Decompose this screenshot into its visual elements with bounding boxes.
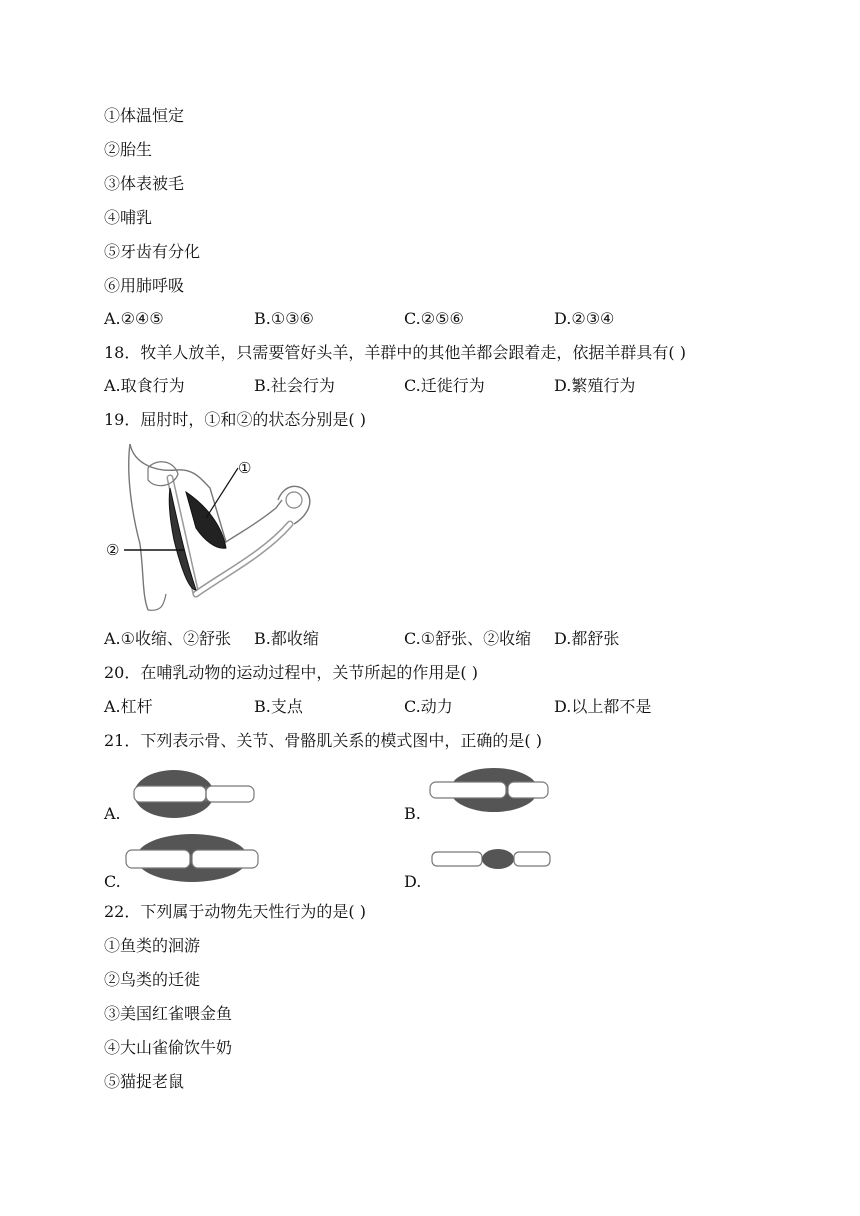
list-item: ⑤猫捉老鼠 <box>104 1072 185 1091</box>
q19-option-a: A.①收缩、②舒张 <box>104 629 231 648</box>
q17-option-a: A.②④⑤ <box>104 309 164 328</box>
q21-option-d: D. <box>404 872 422 891</box>
q20-option-a: A.杠杆 <box>104 697 153 716</box>
q18-option-d: D.繁殖行为 <box>554 376 636 395</box>
q17-option-c: C.②⑤⑥ <box>404 309 464 328</box>
list-item: ③美国红雀喂金鱼 <box>104 1004 233 1023</box>
q20-option-c: C.动力 <box>404 697 453 716</box>
q18-stem: 18．牧羊人放羊，只需要管好头羊，羊群中的其他羊都会跟着走，依据羊群具有( ) <box>104 343 686 362</box>
q19-stem: 19．屈肘时，①和②的状态分别是( ) <box>104 410 366 429</box>
q17-option-b: B.①③⑥ <box>254 309 314 328</box>
q20-option-d: D.以上都不是 <box>554 697 652 716</box>
q21-option-c: C. <box>104 872 121 891</box>
q18-option-b: B.社会行为 <box>254 376 335 395</box>
list-item: ①鱼类的洄游 <box>104 936 201 955</box>
bone-muscle-figure-d <box>430 842 552 878</box>
list-item: ③体表被毛 <box>104 174 185 193</box>
q17-option-d: D.②③④ <box>554 309 615 328</box>
q22-stem: 22．下列属于动物先天性行为的是( ) <box>104 902 366 921</box>
q20-option-b: B.支点 <box>254 697 303 716</box>
q21-stem: 21．下列表示骨、关节、骨骼肌关系的模式图中，正确的是( ) <box>104 731 542 750</box>
q18-option-a: A.取食行为 <box>104 376 185 395</box>
bone-muscle-figure-c <box>122 832 262 888</box>
bone-muscle-figure-a <box>122 762 258 820</box>
list-item: ①体温恒定 <box>104 106 185 125</box>
list-item: ⑤牙齿有分化 <box>104 242 201 261</box>
q21-option-a: A. <box>104 804 121 823</box>
fig-label-1: ① <box>238 459 252 477</box>
q19-option-c: C.①舒张、②收缩 <box>404 629 532 648</box>
bone-muscle-figure-b <box>426 762 552 820</box>
q19-option-d: D.都舒张 <box>554 629 620 648</box>
q19-option-b: B.都收缩 <box>254 629 319 648</box>
q20-stem: 20．在哺乳动物的运动过程中，关节所起的作用是( ) <box>104 663 478 682</box>
list-item: ②胎生 <box>104 140 153 159</box>
list-item: ⑥用肺呼吸 <box>104 276 185 295</box>
list-item: ②鸟类的迁徙 <box>104 970 201 989</box>
arm-flexion-figure <box>104 444 334 616</box>
fig-label-2: ② <box>106 541 120 559</box>
q21-option-b: B. <box>404 804 421 823</box>
list-item: ④哺乳 <box>104 208 153 227</box>
list-item: ④大山雀偷饮牛奶 <box>104 1038 233 1057</box>
q18-option-c: C.迁徙行为 <box>404 376 485 395</box>
